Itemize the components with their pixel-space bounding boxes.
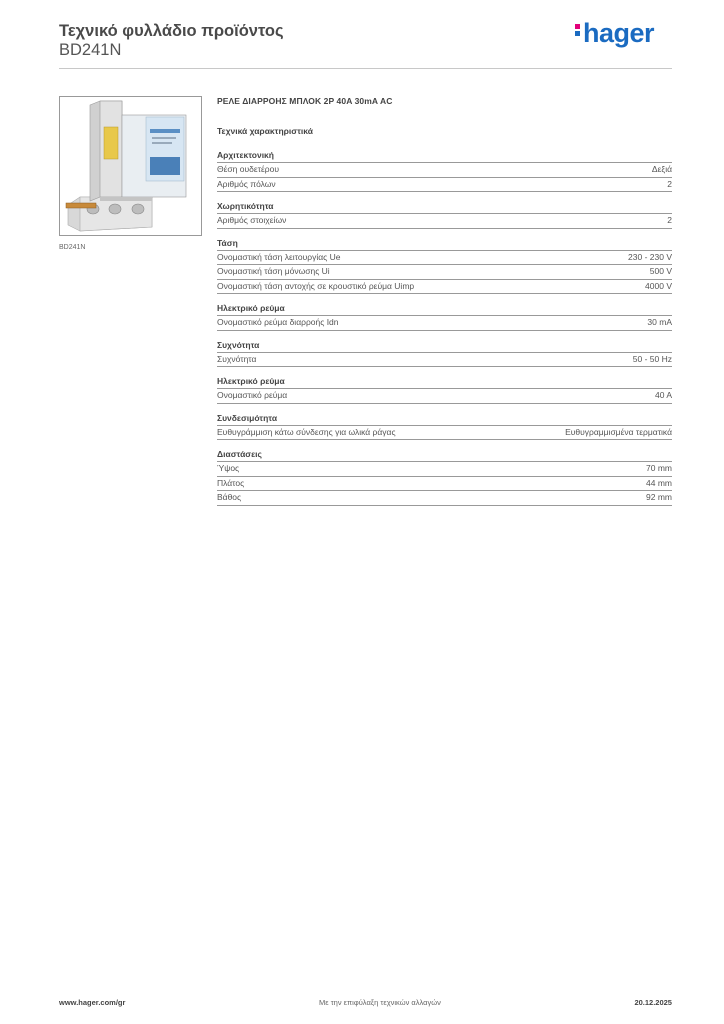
- footer-url: www.hager.com/gr: [59, 998, 126, 1007]
- spec-row: [217, 426, 672, 441]
- page-header: [59, 22, 284, 60]
- logo-text: hager: [582, 18, 654, 48]
- spec-value: 44 mm: [646, 477, 672, 488]
- spec-group-title: Τάση: [217, 238, 672, 251]
- spec-value: 4000 V: [645, 280, 672, 291]
- product-image: [59, 96, 202, 236]
- spec-label: Βάθος: [217, 492, 242, 502]
- spec-label: Συχνότητα: [217, 353, 257, 364]
- page-footer: [59, 998, 672, 1007]
- spec-group-title: Συχνότητα: [217, 340, 672, 353]
- spec-value: 50 - 50 Hz: [632, 353, 672, 364]
- spec-value: Ευθυγραμμισμένα τερματικά: [565, 426, 672, 437]
- spec-row: [217, 163, 672, 178]
- footer-note: Με την επιφύλαξη τεχνικών αλλαγών: [319, 998, 441, 1007]
- hager-logo: [575, 18, 654, 49]
- spec-group-leakage-current: [217, 303, 672, 331]
- spec-group-title: Αρχιτεκτονική: [217, 150, 672, 163]
- spec-label: Πλάτος: [217, 477, 245, 488]
- spec-label: Αριθμός στοιχείων: [217, 215, 287, 225]
- spec-row: [217, 353, 672, 368]
- spec-value: 92 mm: [646, 492, 672, 502]
- spec-label: Ονομαστικό ρεύμα διαρροής Idn: [217, 317, 339, 327]
- spec-value: 30 mA: [647, 317, 672, 327]
- spec-group-voltage: [217, 238, 672, 295]
- spec-label: Ευθυγράμμιση κάτω σύνδεσης για ωλικά ράγας: [217, 426, 396, 437]
- specs-panel: [217, 96, 672, 515]
- spec-group-frequency: [217, 340, 672, 368]
- logo-dots-icon: [575, 22, 581, 38]
- spec-value: 230 - 230 V: [628, 251, 672, 262]
- spec-value: 40 A: [654, 390, 672, 400]
- spec-row: [217, 214, 672, 229]
- header-divider: [59, 68, 672, 69]
- spec-value: 500 V: [649, 266, 672, 276]
- spec-group-current: [217, 376, 672, 404]
- spec-group-title: Χωρητικότητα: [217, 201, 672, 214]
- spec-group-title: Ηλεκτρικό ρεύμα: [217, 303, 672, 316]
- product-name: ΡΕΛΕ ΔΙΑΡΡΟΗΣ ΜΠΛΟΚ 2P 40A 30mA AC: [217, 96, 393, 106]
- spec-row: [217, 462, 672, 477]
- spec-label: Θέση ουδετέρου: [217, 164, 279, 174]
- spec-value: 70 mm: [646, 463, 672, 473]
- spec-row: [217, 178, 672, 193]
- spec-group-title: Ηλεκτρικό ρεύμα: [217, 376, 672, 389]
- spec-group-capacity: [217, 201, 672, 229]
- spec-group-title: Συνδεσιμότητα: [217, 413, 672, 426]
- spec-value: 2: [667, 215, 672, 225]
- spec-group-architecture: [217, 150, 672, 192]
- spec-value: Δεξιά: [651, 164, 672, 174]
- product-code: BD241N: [59, 41, 122, 59]
- spec-row: [217, 251, 672, 266]
- spec-label: Ονομαστική τάση μόνωσης Ui: [217, 266, 330, 276]
- spec-row: [217, 265, 672, 280]
- spec-group-title: Διαστάσεις: [217, 449, 672, 462]
- spec-label: Ονομαστικό ρεύμα: [217, 390, 288, 400]
- spec-label: Αριθμός πόλων: [217, 178, 276, 189]
- spec-row: [217, 477, 672, 492]
- spec-value: 2: [667, 178, 672, 189]
- footer-date: 20.12.2025: [634, 998, 672, 1007]
- spec-label: Ονομαστική τάση αντοχής σε κρουστικό ρεύμα Uimp: [217, 280, 415, 291]
- spec-group-dimensions: [217, 449, 672, 506]
- spec-row: [217, 280, 672, 295]
- spec-label: Ονομαστική τάση λειτουργίας Ue: [217, 251, 341, 262]
- spec-label: Ύψος: [217, 463, 240, 473]
- spec-row: [217, 389, 672, 404]
- section-title: Τεχνικά χαρακτηριστικά: [217, 126, 313, 136]
- spec-group-connectivity: [217, 413, 672, 441]
- document-title: Τεχνικό φυλλάδιο προϊόντος: [59, 22, 284, 40]
- product-image-caption: BD241N: [59, 244, 86, 251]
- spec-row: [217, 316, 672, 331]
- spec-row: [217, 491, 672, 506]
